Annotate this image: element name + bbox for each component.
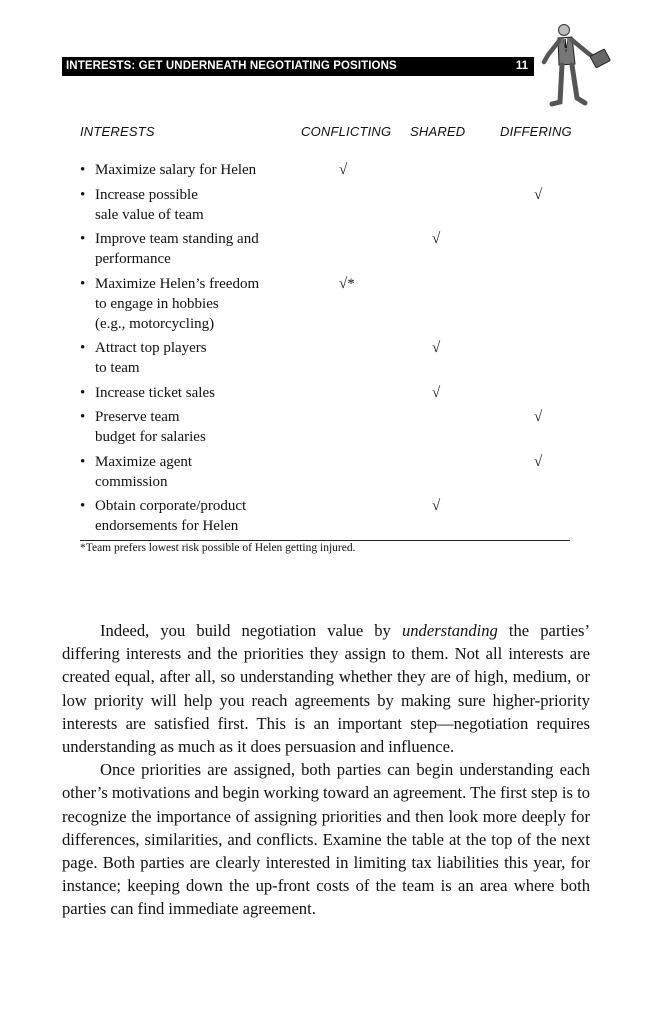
interests-table [80,160,570,541]
interest-label: Maximize Helen’s freedom to engage in hobbies (e.g., motorcycling) [95,275,260,332]
column-header-interests: INTERESTS [80,124,155,139]
paragraph-1: Indeed, you build negotiation value by understanding the parties’ differing interests and the priorities they assign to them. Not all interests are created equal, after all, so understanding whether they are of high, medium, or low priority will help you reach agreements by making sure higher-priority interests are satisfied first. This is an important step—negotiation requires understanding as much as it does persuasion and influence. [62,621,591,757]
check-mark-conflicting: √ [339,162,348,178]
interest-label: Improve team standing and performance [95,231,259,267]
bullet-icon: • [80,162,86,178]
check-mark-differing: √ [534,409,543,425]
check-mark-shared: √ [432,231,441,247]
bullet-icon: • [80,498,86,514]
paragraph-2: Once priorities are assigned, both parties can begin understanding each other’s motivations and begin working toward an agreement. The first step is to recognize the importance of assigning priorities and then look more deeply for differences, similarities, and conflicts. Examine the table at the top of the next page. Both parties are clearly interested in limiting tax liabilities this year, for instance; keeping down the up-front costs of the team is an area where both parties can find immediate agreement. [62,760,590,919]
check-mark-shared: √ [432,340,441,356]
table-row [80,496,570,536]
table-footnote: *Team prefers lowest risk possible of Helen getting injured. [80,542,356,554]
column-header-shared: SHARED [410,124,466,139]
bullet-icon: • [80,384,86,401]
check-mark-shared: √ [432,384,441,401]
check-mark-conflicting: √* [339,275,355,292]
interest-label: Obtain corporate/product endorsements for Helen [95,498,247,534]
table-row [80,160,570,180]
businessman-with-briefcase-icon [535,18,627,110]
bullet-icon: • [80,186,86,203]
bullet-icon: • [80,275,86,292]
check-mark-shared: √ [432,498,441,514]
table-row [80,338,570,378]
page-number: 11 [515,60,528,72]
interest-label: Maximize salary for Helen [95,162,257,178]
interest-label: Preserve team budget for salaries [95,409,206,445]
table-row [80,185,570,225]
bullet-icon: • [80,231,86,247]
table-row [80,229,570,269]
interest-label: Attract top players to team [95,340,207,376]
column-header-conflicting: CONFLICTING [301,124,392,139]
interest-label: Increase ticket sales [95,384,215,401]
interest-label: Maximize agent commission [95,453,193,490]
check-mark-differing: √ [534,186,543,203]
bullet-icon: • [80,340,86,356]
emphasis-understanding: understanding [401,621,498,640]
table-row [80,452,570,492]
table-rule [80,540,570,541]
table-row [80,407,570,447]
running-header [62,57,534,76]
table-row [80,383,570,403]
interest-label: Increase possible sale value of team [95,186,204,223]
table-row [80,274,570,334]
bullet-icon: • [80,453,86,470]
bullet-icon: • [80,409,86,425]
body-text [62,619,590,921]
column-header-differing: DIFFERING [500,124,572,139]
running-header-title: INTERESTS: GET UNDERNEATH NEGOTIATING POSITIONS [66,60,397,72]
check-mark-differing: √ [534,453,543,470]
